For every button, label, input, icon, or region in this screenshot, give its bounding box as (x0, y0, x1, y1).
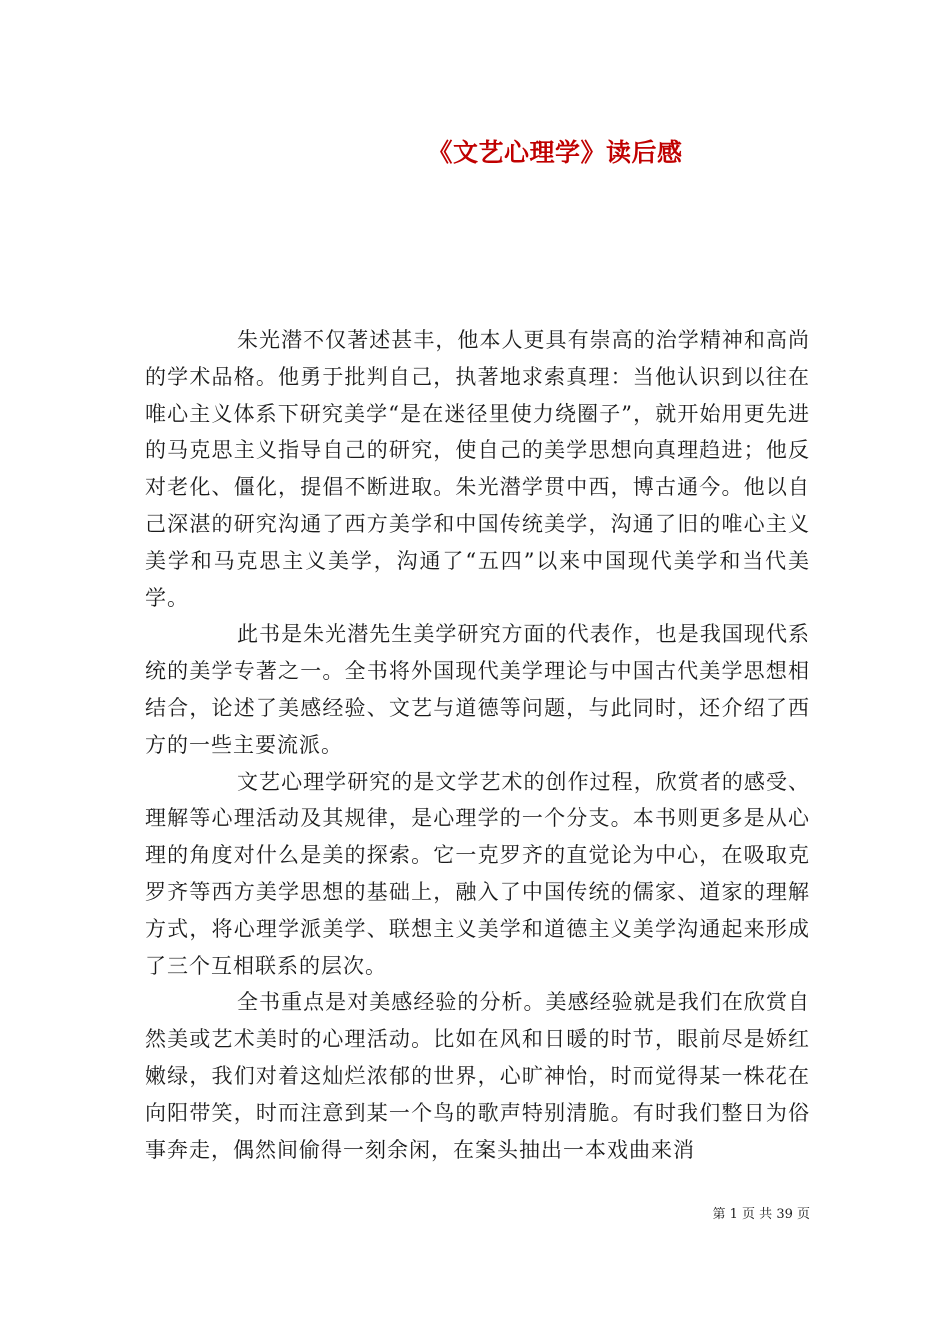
paragraph-3: 文艺心理学研究的是文学艺术的创作过程，欣赏者的感受、理解等心理活动及其规律，是心理学的一个分支。本书则更多是从心理的角度对什么是美的探索。它一克罗齐的直觉论为中心，在吸取克罗齐等西方美学思想的基础上，融入了中国传统的儒家、道家的理解方式，将心理学派美学、联想主义美学和道德主义美学沟通起来形成了三个互相联系的层次。 (145, 769, 810, 978)
page-number: 第 1 页 共 39 页 (712, 1207, 810, 1222)
article-body (145, 322, 810, 1168)
paragraph-2: 此书是朱光潜先生美学研究方面的代表作，也是我国现代系统的美学专著之一。全书将外国现代美学理论与中国古代美学思想相结合，论述了美感经验、文艺与道德等问题，与此同时，还介绍了西方的一些主要流派。 (145, 622, 810, 757)
paragraph-1: 朱光潜不仅著述甚丰，他本人更具有崇高的治学精神和高尚的学术品格。他勇于批判自己，执著地求索真理：当他认识到以往在唯心主义体系下研究美学“是在迷径里使力绕圈子”，就开始用更先进的马克思主义指导自己的研究，使自己的美学思想向真理趋进；他反对老化、僵化，提倡不断进取。朱光潜学贯中西，博古通今。他以自己深湛的研究沟通了西方美学和中国传统美学，沟通了旧的唯心主义美学和马克思主义美学，沟通了“五四”以来中国现代美学和当代美学。 (145, 328, 810, 610)
paragraph-4: 全书重点是对美感经验的分析。美感经验就是我们在欣赏自然美或艺术美时的心理活动。比如在风和日暖的时节，眼前尽是娇红嫩绿，我们对着这灿烂浓郁的世界，心旷神怡，时而觉得某一株花在向阳带笑，时而注意到某一个鸟的歌声特别清脆。有时我们整日为俗事奔走，偶然间偷得一刻余闲，在案头抽出一本戏曲来消 (145, 990, 810, 1162)
page-title: 《文艺心理学》读后感 (427, 138, 683, 167)
